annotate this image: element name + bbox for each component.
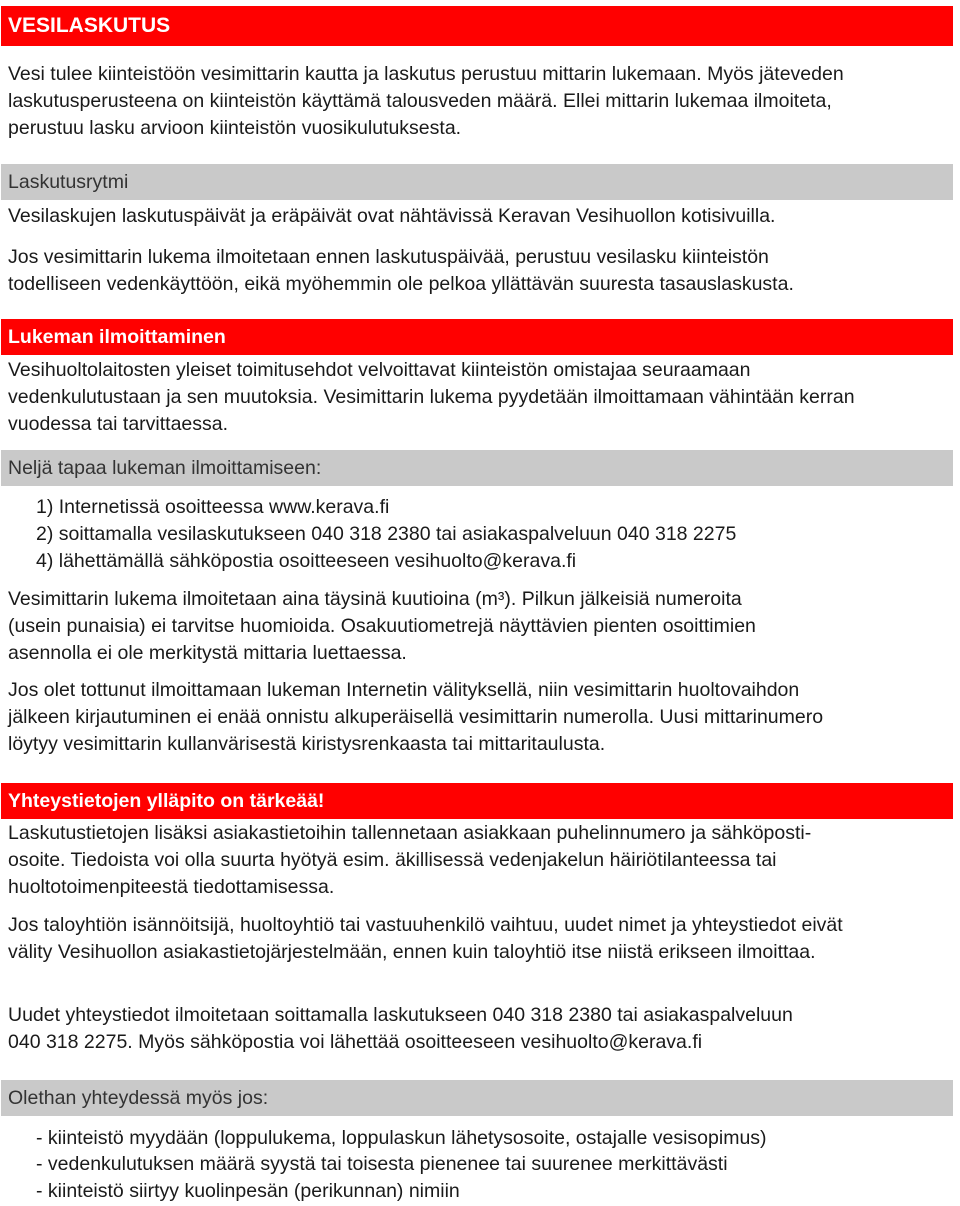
laskutusrytmi-text: Vesilaskujen laskutuspäivät ja eräpäivät ovat nähtävissä Keravan Vesihuollon kotisivuilla. (8, 205, 776, 227)
isannoitsija-line-1: Jos taloyhtiön isännöitsijä, huoltoyhtiö tai vastuuhenkilö vaihtuu, uudet nimet ja yhteystiedot eivät (8, 914, 843, 936)
intro-line-3: perustuu lasku arvioon kiinteistön vuosikulutuksesta. (8, 117, 462, 139)
uudet-line-1: Uudet yhteystiedot ilmoitetaan soittamalla laskutukseen 040 318 2380 tai asiakaspalveluun (8, 1004, 793, 1026)
section-title: Neljä tapaa lukeman ilmoittamiseen: (8, 456, 322, 479)
uudet-line-2: 040 318 2275. Myös sähköpostia voi lähettää osoitteeseen vesihuolto@kerava.fi (8, 1031, 703, 1053)
laskutusrytmi-line-1: Jos vesimittarin lukema ilmoitetaan ennen laskutuspäivää, perustuu vesilasku kiinteistön (8, 246, 769, 268)
section-title: Olethan yhteydessä myös jos: (8, 1086, 269, 1109)
section-title: Yhteystietojen ylläpito on tärkeää! (8, 789, 325, 812)
section-header-lukeman (1, 319, 953, 355)
section-header-yhteystiedot (1, 783, 953, 819)
mittari-line-1: Vesimittarin lukema ilmoitetaan aina täysinä kuutioina (m³). Pilkun jälkeisiä numeroita (8, 588, 742, 610)
intro-line-2: laskutusperusteena on kiinteistön käyttämä talousveden määrä. Ellei mittarin lukemaa ilmoiteta, (8, 90, 832, 112)
internet-line-1: Jos olet tottunut ilmoittamaan lukeman Internetin välityksellä, niin vesimittarin huoltovaihdon (8, 679, 800, 701)
lukeman-line-2: vedenkulutustaan ja sen muutoksia. Vesimittarin lukema pyydetään ilmoittamaan vähintään kerran (8, 386, 855, 408)
section-title: Laskutusrytmi (8, 170, 129, 193)
internet-line-3: löytyy vesimittarin kullanvärisestä kiristysrenkaasta tai mittaritaulusta. (8, 733, 606, 755)
lukeman-line-1: Vesihuoltolaitosten yleiset toimitusehdot velvoittavat kiinteistön omistajaa seuraamaan (8, 359, 751, 381)
internet-line-2: jälkeen kirjautuminen ei enää onnistu alkuperäisellä vesimittarin numerolla. Uusi mittarinumero (8, 706, 824, 728)
section-header-laskutusrytmi (1, 164, 953, 200)
page-title: VESILASKUTUS (8, 14, 171, 37)
mittari-line-2: (usein punaisia) ei tarvitse huomioida. Osakuutiometrejä näyttävien pienten osoittimien (8, 615, 756, 637)
yhteys-line-1: Laskutustietojen lisäksi asiakastietoihin tallennetaan asiakkaan puhelinnumero ja sähköposti- (8, 822, 812, 844)
lukeman-line-3: vuodessa tai tarvittaessa. (8, 413, 229, 435)
mittari-line-3: asennolla ei ole merkitystä mittaria luettaessa. (8, 642, 407, 664)
laskutusrytmi-line-2: todelliseen vedenkäyttöön, eikä myöhemmin ole pelkoa yllättävän suuresta tasauslaskusta. (8, 273, 794, 295)
list-item: 4) lähettämällä sähköpostia osoitteeseen vesihuolto@kerava.fi (36, 550, 577, 572)
yhteys-line-3: huoltotoimenpiteestä tiedottamisessa. (8, 876, 335, 898)
section-header-nelja-tapaa (1, 450, 953, 486)
yhteys-line-2: osoite. Tiedoista voi olla suurta hyötyä esim. äkillisessä vedenjakelun häiriötilanteessa tai (8, 849, 777, 871)
isannoitsija-line-2: välity Vesihuollon asiakastietojärjestelmään, ennen kuin taloyhtiö itse niistä erikseen ilmoittaa. (8, 941, 816, 963)
list-item: 1) Internetissä osoitteessa www.kerava.fi (36, 496, 390, 518)
list-item: - kiinteistö siirtyy kuolinpesän (perikunnan) nimiin (36, 1180, 460, 1202)
list-item: 2) soittamalla vesilaskutukseen 040 318 2380 tai asiakaspalveluun 040 318 2275 (36, 523, 737, 545)
list-item: - vedenkulutuksen määrä syystä tai toisesta pienenee tai suurenee merkittävästi (36, 1153, 728, 1175)
intro-line-1: Vesi tulee kiinteistöön vesimittarin kautta ja laskutus perustuu mittarin lukemaan. Myös jäteveden (8, 63, 844, 85)
title-banner (1, 6, 953, 46)
list-item: - kiinteistö myydään (loppulukema, loppulaskun lähetysosoite, ostajalle vesisopimus) (36, 1127, 767, 1149)
section-title: Lukeman ilmoittaminen (8, 325, 226, 348)
section-header-olethan (1, 1080, 953, 1116)
